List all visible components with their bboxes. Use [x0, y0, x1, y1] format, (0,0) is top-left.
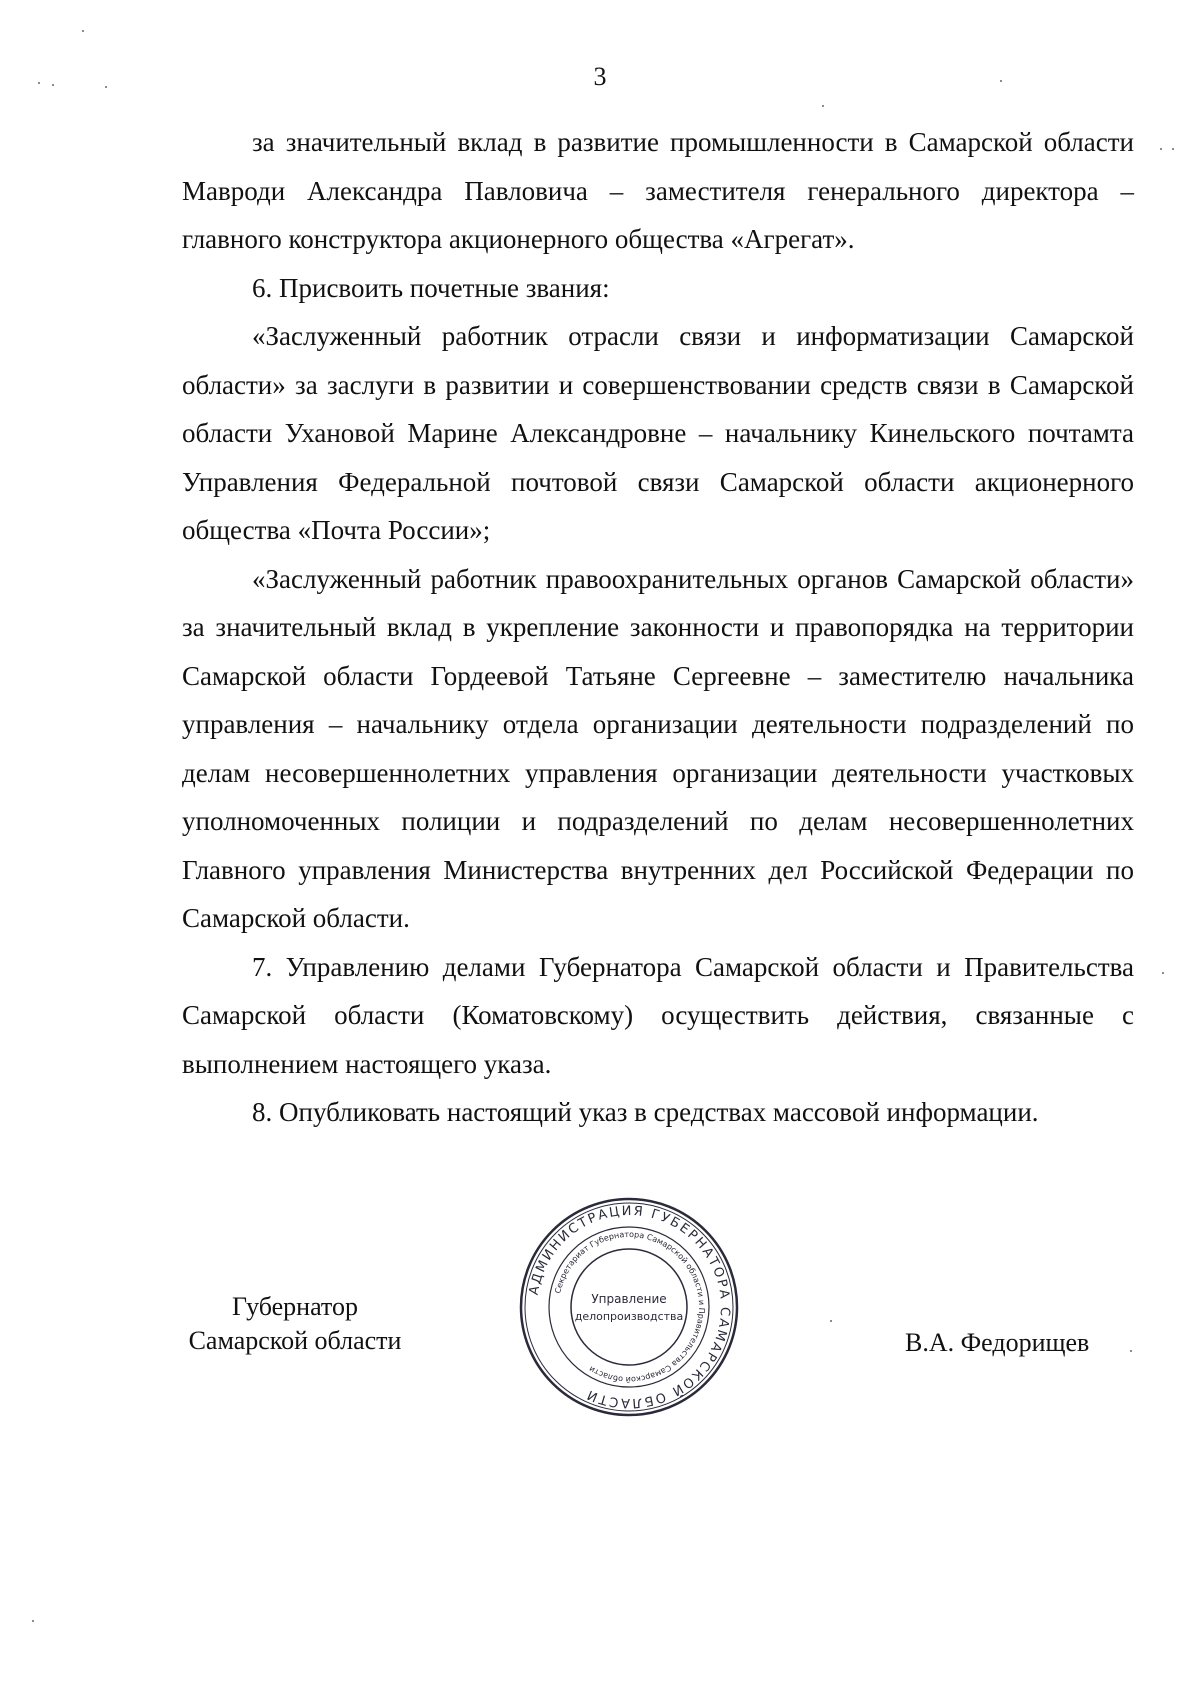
paragraph-item-7: 7. Управлению делами Губернатора Самарской области и Правительства Самарской области (Коматовскому) осуществить действия, связанные с выполнением настоящего указа. — [182, 951, 1134, 1079]
scan-speck — [52, 84, 54, 86]
page-number: 3 — [593, 62, 607, 91]
scan-speck — [82, 30, 84, 32]
scan-speck — [822, 105, 824, 107]
scan-speck — [1000, 80, 1002, 82]
scan-speck — [38, 82, 40, 84]
scan-speck — [1130, 1350, 1132, 1352]
signatory-title-line1: Губернатор — [232, 1292, 358, 1321]
seal-center-line1: Управление — [591, 1292, 667, 1306]
scan-speck — [1160, 148, 1162, 150]
paragraph-title-communications: «Заслуженный работник отрасли связи и информатизации Самарской области» за заслуги в развитии и совершенствовании средств связи в Самарской области Ухановой Марине Александровне – начальнику Кинельского почтамта Управления Федеральной почтовой связи Самарской области акционерного общества «Почта России»; — [182, 321, 1134, 545]
seal-center-line2: делопроизводства — [574, 1310, 684, 1323]
document-body — [182, 118, 1134, 1137]
official-seal-stamp — [517, 1195, 741, 1419]
scan-speck — [105, 86, 107, 88]
scan-speck — [830, 1320, 832, 1322]
scan-speck — [1162, 972, 1164, 974]
seal-outer-text: АДМИНИСТРАЦИЯ ГУБЕРНАТОРА САМАРСКОЙ ОБЛАСТИ — [526, 1203, 733, 1411]
signatory-title-line2: Самарской области — [188, 1326, 402, 1355]
paragraph-title-law-enforcement: «Заслуженный работник правоохранительных органов Самарской области» за значительный вклад в укрепление законности и правопорядка на территории Самарской области Гордеевой Татьяне Сергеевне – заместителю начальника управления – начальнику отдела организации деятельности подразделений по делам несовершеннолетних управления организации деятельности участковых уполномоченных полиции и подразделений по делам несовершеннолетних Главного управления Министерства внутренних дел Российской Федерации по Самарской области. — [182, 563, 1134, 933]
seal-inner-text: Секретариат Губернатора Самарской области и Правительства Самарской области — [553, 1229, 707, 1385]
paragraph-award-continuation: за значительный вклад в развитие промышленности в Самарской области Мавроди Александра Павловича – заместителя генерального директора – главного конструктора акционерного общества «Агрегат». — [182, 127, 1134, 254]
paragraph-item-6: 6. Присвоить почетные звания: — [252, 272, 610, 303]
scan-speck — [32, 1620, 34, 1622]
signatory-name: В.А. Федорищев — [905, 1328, 1090, 1357]
scan-speck — [1172, 148, 1174, 150]
paragraph-item-8: 8. Опубликовать настоящий указ в средствах массовой информации. — [252, 1097, 1039, 1127]
signatory-title — [160, 1290, 430, 1358]
